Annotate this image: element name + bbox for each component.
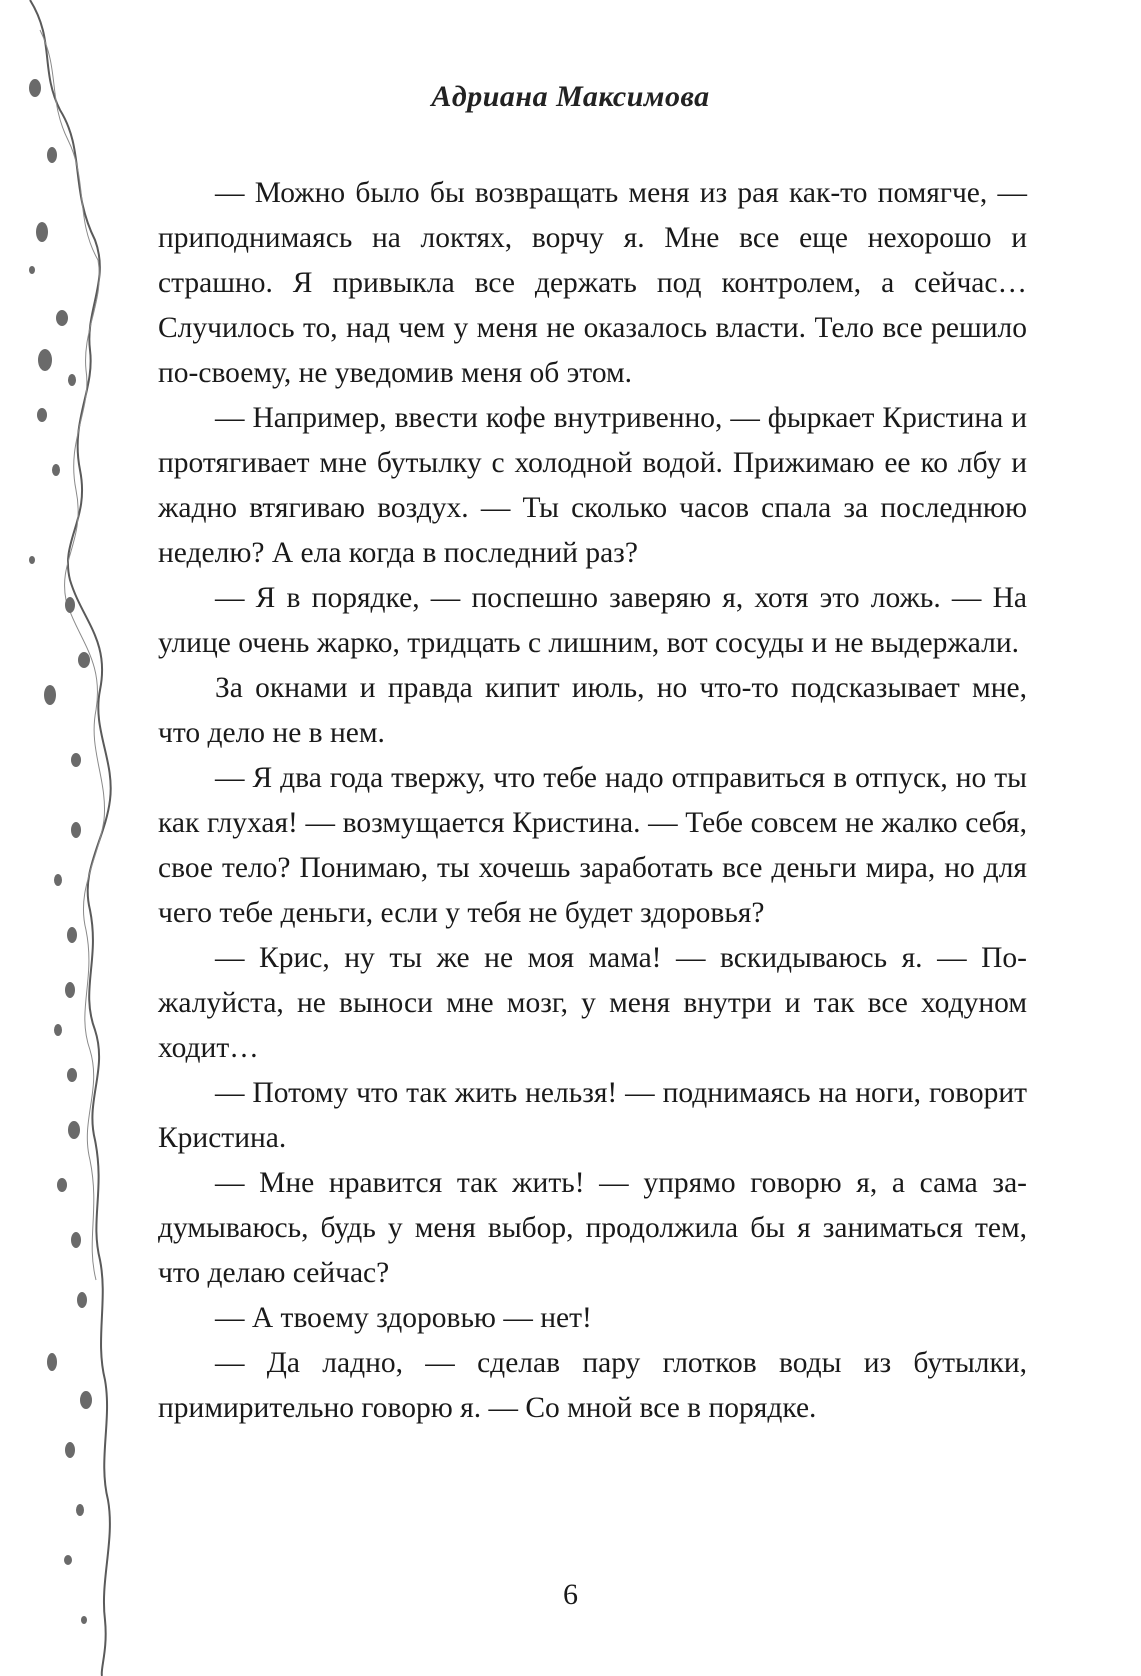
ornament-pebbles bbox=[29, 79, 92, 1624]
running-header: Адриана Максимова bbox=[431, 80, 710, 113]
ornament-wavy-line bbox=[30, 0, 111, 1676]
paragraph: — Можно было бы возвращать меня из рая как-то помягче, — приподнимаясь на локтях, ворчу я. Мне все еще нехорошо и страшно. Я привыкла все держать под контролем, а сейчас… Случилось то, над чем у меня не оказалось власти. Тело все решило по-своему, не уведомив меня об этом. bbox=[158, 177, 1027, 389]
page-number: 6 bbox=[563, 1578, 578, 1611]
paragraph: — Я два года твержу, что тебе надо отправиться в отпуск, но ты как глухая! — возмущается Кристина. — Тебе совсем не жалко себя, свое тело? Понимаю, ты хочешь заработать все деньги мира, но для чего тебе деньги, если у тебя не будет здоровья? bbox=[158, 762, 1027, 929]
paragraph: — Да ладно, — сделав пару глотков воды из бутылки, примирительно говорю я. — Со мной все в порядке. bbox=[158, 1347, 1027, 1424]
paragraph: — Например, ввести кофе внутривенно, — фыркает Кристина и протягивает мне бутылку с холодной водой. Прижимаю ее ко лбу и жадно втягиваю воздух. — Ты сколько часов спала за последнюю неделю? А ела когда в последний раз? bbox=[158, 402, 1027, 569]
body-text bbox=[158, 171, 1027, 1431]
decorative-border-ornament bbox=[0, 0, 130, 1676]
paragraph: За окнами и правда кипит июль, но что-то подсказывает мне, что дело не в нем. bbox=[158, 672, 1027, 749]
paragraph: — Я в порядке, — поспешно заверяю я, хотя это ложь. — На улице очень жарко, тридцать с лишним, вот сосуды и не выдержали. bbox=[158, 582, 1027, 659]
paragraph: — Мне нравится так жить! — упрямо говорю я, а сама задумываюсь, будь у меня выбор, продолжила бы я заниматься тем, что делаю сейчас? bbox=[158, 1167, 1027, 1289]
paragraph: — А твоему здоровью — нет! bbox=[215, 1302, 592, 1334]
paragraph: — Крис, ну ты же не моя мама! — вскидываюсь я. — Пожалуйста, не выноси мне мозг, у меня внутри и так все ходуном ходит… bbox=[158, 942, 1027, 1064]
paragraph: — Потому что так жить нельзя! — поднимаясь на ноги, говорит Кристина. bbox=[158, 1077, 1027, 1154]
